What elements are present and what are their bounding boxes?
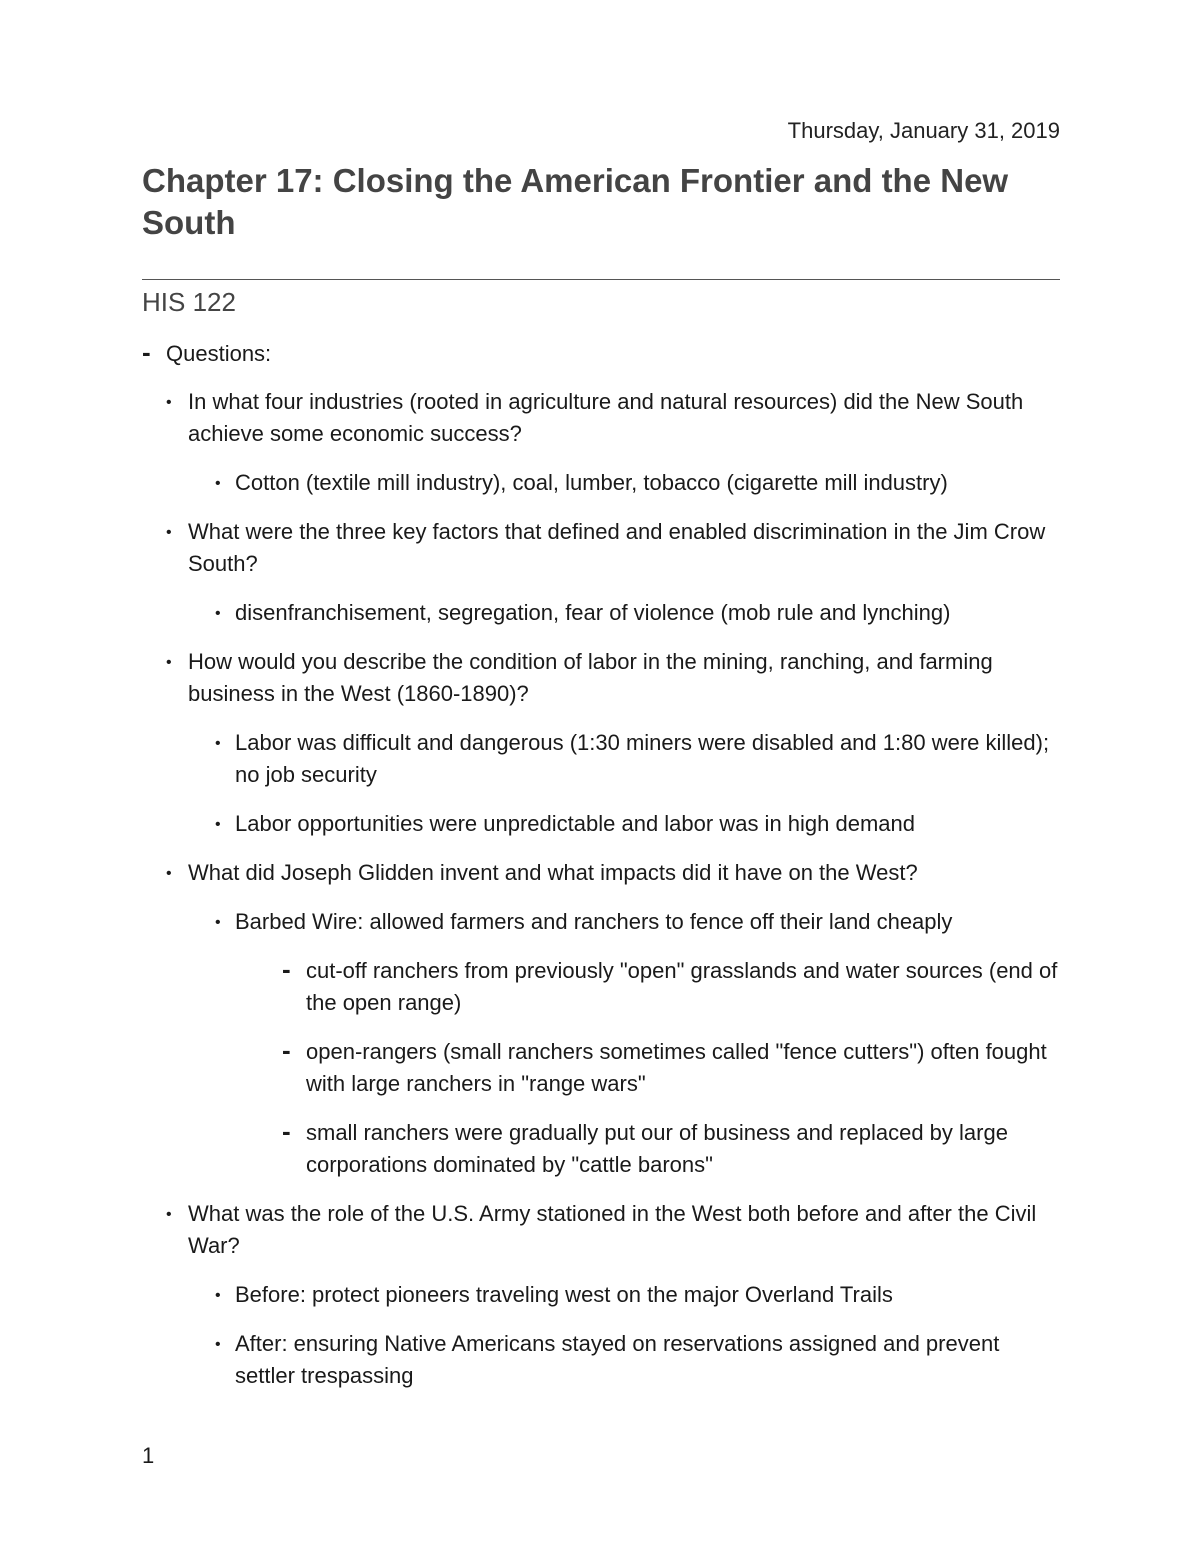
- bullet-marker: •: [215, 735, 221, 752]
- course-subtitle: HIS 122: [142, 287, 236, 317]
- item-text: How would you describe the condition of labor in the mining, ranching, and farming business in the West (1860-1890)?: [188, 649, 993, 706]
- dash-marker: -: [282, 1116, 291, 1146]
- bullet-marker: •: [166, 394, 172, 411]
- bullet-marker: •: [215, 605, 221, 622]
- question-item: [142, 386, 1062, 450]
- item-text: cut-off ranchers from previously "open" grasslands and water sources (end of the open range): [306, 958, 1058, 1015]
- title-divider: [142, 279, 1060, 280]
- sub-answer-item: [142, 1117, 1062, 1181]
- item-text: Labor was difficult and dangerous (1:30 miners were disabled and 1:80 were killed); no job security: [235, 730, 1050, 787]
- bullet-marker: •: [215, 914, 221, 931]
- answer-item: [142, 597, 1062, 629]
- questions-label: Questions:: [166, 341, 272, 366]
- item-text: In what four industries (rooted in agriculture and natural resources) did the New South achieve some economic success?: [188, 389, 1024, 446]
- item-text: disenfranchisement, segregation, fear of violence (mob rule and lynching): [235, 600, 951, 625]
- answer-item: [142, 808, 1062, 840]
- answer-item: [142, 906, 1062, 938]
- question-list: [142, 386, 1062, 1392]
- item-text: What did Joseph Glidden invent and what impacts did it have on the West?: [188, 860, 918, 885]
- item-text: small ranchers were gradually put our of business and replaced by large corporations dominated by "cattle barons": [306, 1120, 1008, 1177]
- answer-item: [142, 467, 1062, 499]
- page-number: 1: [142, 1443, 155, 1468]
- document-date: Thursday, January 31, 2019: [787, 118, 1060, 143]
- item-text: What was the role of the U.S. Army stationed in the West both before and after the Civil War?: [188, 1201, 1037, 1258]
- questions-heading: [142, 338, 1062, 370]
- answer-item: [142, 1328, 1062, 1392]
- bullet-marker: •: [215, 1336, 221, 1353]
- sub-answer-item: [142, 1036, 1062, 1100]
- bullet-marker: •: [215, 816, 221, 833]
- item-text: Cotton (textile mill industry), coal, lumber, tobacco (cigarette mill industry): [235, 470, 948, 495]
- bullet-marker: •: [215, 475, 221, 492]
- dash-marker: -: [282, 954, 291, 984]
- item-text: Labor opportunities were unpredictable and labor was in high demand: [235, 811, 916, 836]
- item-text: After: ensuring Native Americans stayed on reservations assigned and prevent settler trespassing: [235, 1331, 1000, 1388]
- bullet-marker: •: [166, 1206, 172, 1223]
- item-text: open-rangers (small ranchers sometimes called "fence cutters") often fought with large ranchers in "range wars": [306, 1039, 1047, 1096]
- item-text: Barbed Wire: allowed farmers and ranchers to fence off their land cheaply: [235, 909, 953, 934]
- sub-answer-item: [142, 955, 1062, 1019]
- question-item: [142, 857, 1062, 889]
- item-text: What were the three key factors that defined and enabled discrimination in the Jim Crow South?: [188, 519, 1046, 576]
- dash-marker: -: [142, 337, 151, 367]
- question-item: [142, 1198, 1062, 1262]
- bullet-marker: •: [166, 865, 172, 882]
- notes-content: [142, 338, 1062, 1409]
- bullet-marker: •: [166, 524, 172, 541]
- document-title: Chapter 17: Closing the American Frontier and the New South: [142, 162, 1009, 241]
- item-text: Before: protect pioneers traveling west on the major Overland Trails: [235, 1282, 893, 1307]
- bullet-marker: •: [215, 1287, 221, 1304]
- question-item: [142, 646, 1062, 710]
- dash-marker: -: [282, 1035, 291, 1065]
- bullet-marker: •: [166, 654, 172, 671]
- answer-item: [142, 1279, 1062, 1311]
- answer-item: [142, 727, 1062, 791]
- question-item: [142, 516, 1062, 580]
